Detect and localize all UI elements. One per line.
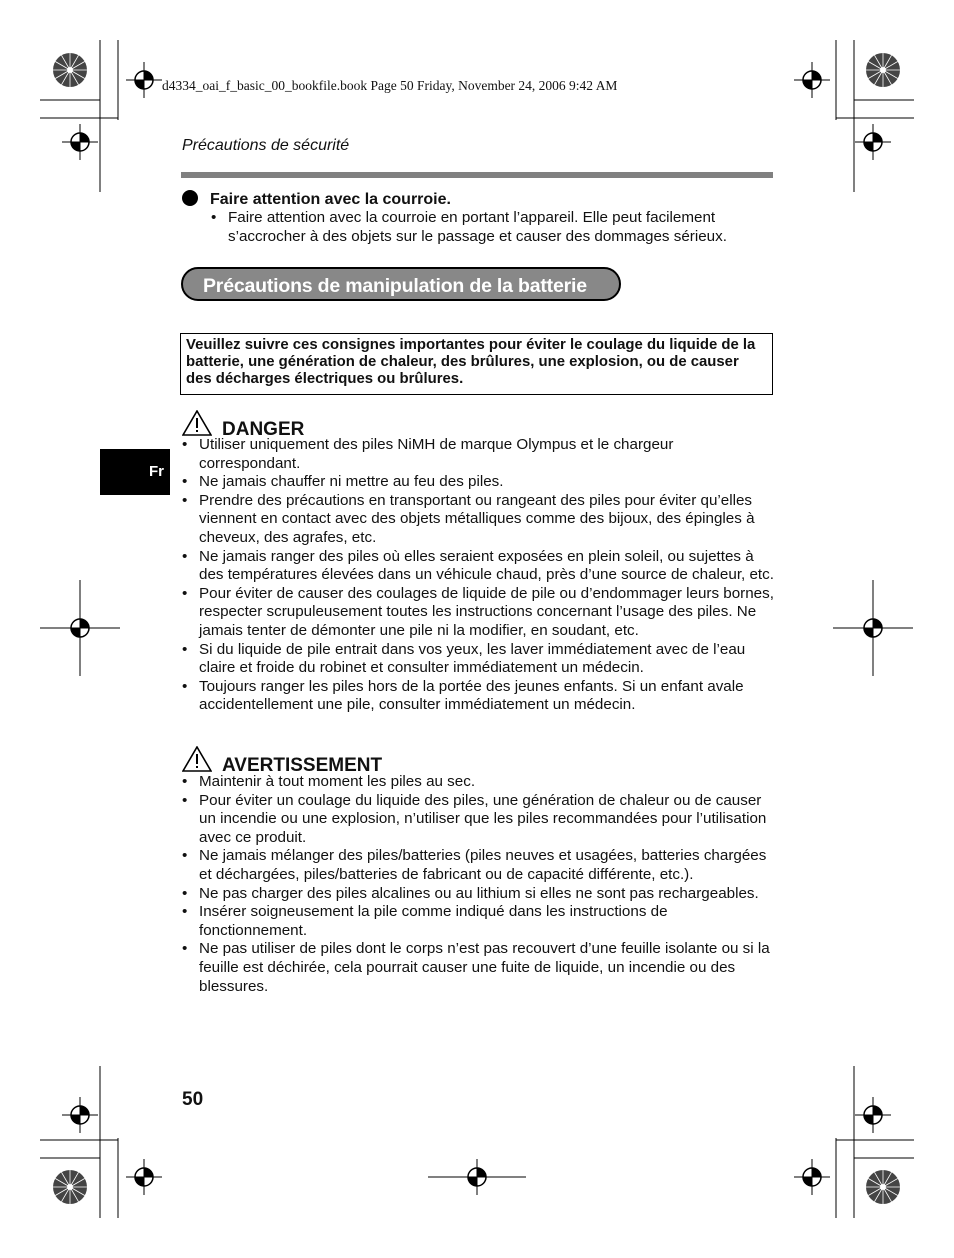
bullet-dot-icon bbox=[182, 190, 198, 206]
warning-heading: AVERTISSEMENT bbox=[182, 746, 382, 777]
list-item: • Prendre des précautions en transportant ou rangeant des piles pour éviter qu’elles viennent en contact avec des objets métalliques comme des bijoux, des épingles à cheveux, des agrafes, etc. bbox=[182, 492, 777, 548]
list-item: • Ne jamais ranger des piles où elles seraient exposées en plein soleil, ou sujettes à des températures élevées dans un véhicule chaud, près d’une source de chaleur, etc. bbox=[182, 548, 777, 585]
list-item: • Insérer soigneusement la pile comme indiqué dans les instructions de fonctionnement. bbox=[182, 903, 777, 940]
list-item: • Pour éviter de causer des coulages de liquide de pile ou d’endommager leurs bornes, respecter scrupuleusement toutes les instructions concernant l’usage des piles. Ne jamais tenter de démonter une pile ni la modifier, en soudant, etc. bbox=[182, 585, 777, 641]
danger-list bbox=[182, 436, 777, 715]
strap-heading: Faire attention avec la courroie. bbox=[182, 190, 451, 209]
list-item: • Ne jamais mélanger des piles/batteries (piles neuves et usagées, batteries chargées et déchargées, piles/batteries de fabricant ou de capacité différente, etc.). bbox=[182, 847, 777, 884]
list-item: • Utiliser uniquement des piles NiMH de marque Olympus et le chargeur correspondant. bbox=[182, 436, 777, 473]
language-tab: Fr bbox=[100, 449, 170, 495]
warning-triangle-icon bbox=[182, 410, 212, 436]
list-item: • Toujours ranger les piles hors de la portée des jeunes enfants. Si un enfant avale accidentellement une pile, consulter immédiatement un médecin. bbox=[182, 678, 777, 715]
danger-heading: DANGER bbox=[182, 410, 304, 441]
notice-box: Veuillez suivre ces consignes importantes pour éviter le coulage du liquide de la batterie, une génération de chaleur, des brûlures, une explosion, ou de causer des décharges électriques ou brûlures. bbox=[180, 333, 773, 395]
print-header: d4334_oai_f_basic_00_bookfile.book Page 50 Friday, November 24, 2006 9:42 AM bbox=[162, 78, 618, 93]
list-item: • Si du liquide de pile entrait dans vos yeux, les laver immédiatement avec de l’eau claire et froide du robinet et consulter immédiatement un médecin. bbox=[182, 641, 777, 678]
list-item: • Ne pas utiliser de piles dont le corps n’est pas recouvert d’une feuille isolante ou si la feuille est déchirée, cela pourrait causer une fuite de liquide, un incendie ou des blessures. bbox=[182, 940, 777, 996]
strap-list bbox=[211, 209, 781, 246]
section-title: Précautions de sécurité bbox=[182, 137, 350, 154]
battery-precautions-banner: Précautions de manipulation de la batterie bbox=[181, 267, 621, 301]
list-item: • Pour éviter un coulage du liquide des piles, une génération de chaleur ou de causer un incendie ou une explosion, n’utiliser que les piles recommandées pour l’utilisation avec ce produit. bbox=[182, 792, 777, 848]
list-item: • Ne jamais chauffer ni mettre au feu des piles. bbox=[182, 473, 777, 492]
warning-triangle-icon bbox=[182, 746, 212, 772]
warning-list bbox=[182, 773, 777, 996]
list-item: • Maintenir à tout moment les piles au sec. bbox=[182, 773, 777, 792]
page-number: 50 bbox=[182, 1089, 204, 1110]
section-rule bbox=[181, 172, 773, 178]
list-item: • Faire attention avec la courroie en portant l’appareil. Elle peut facilement s’accrocher à des objets sur le passage et causer des dommages sérieux. bbox=[211, 209, 781, 246]
list-item: • Ne pas charger des piles alcalines ou au lithium si elles ne sont pas rechargeables. bbox=[182, 885, 777, 904]
